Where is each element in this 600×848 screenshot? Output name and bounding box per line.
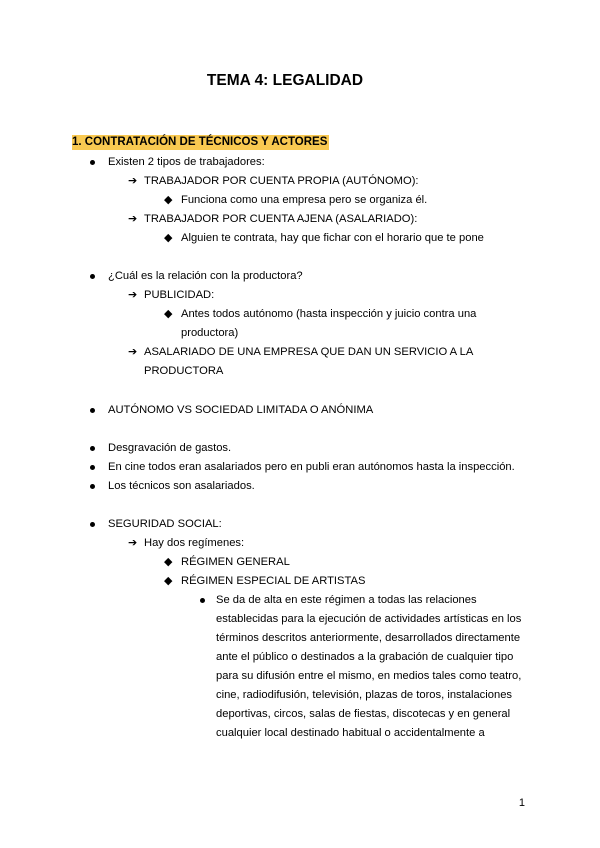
diamond-icon: ◆ bbox=[164, 194, 173, 206]
arrow-icon: ➔ bbox=[128, 175, 138, 187]
bullet-dot-icon bbox=[90, 465, 95, 470]
list-item-continuation: términos descritos anteriormente, desarrollados directamente bbox=[216, 632, 521, 644]
list-item: TRABAJADOR POR CUENTA PROPIA (AUTÓNOMO): bbox=[144, 175, 419, 187]
list-item: PUBLICIDAD: bbox=[144, 289, 215, 301]
list-item-continuation: ante el público o destinados a la grabación de cualquier tipo bbox=[216, 651, 514, 663]
list-item: AUTÓNOMO VS SOCIEDAD LIMITADA O ANÓNIMA bbox=[108, 404, 374, 416]
list-item: RÉGIMEN ESPECIAL DE ARTISTAS bbox=[181, 575, 366, 587]
list-item: TRABAJADOR POR CUENTA AJENA (ASALARIADO): bbox=[144, 213, 418, 225]
list-item: Se da de alta en este régimen a todas las relaciones bbox=[216, 594, 477, 606]
bullet-dot-icon bbox=[90, 408, 95, 413]
arrow-icon: ➔ bbox=[128, 213, 138, 225]
section-heading: 1. CONTRATACIÓN DE TÉCNICOS Y ACTORES bbox=[72, 136, 328, 148]
arrow-icon: ➔ bbox=[128, 346, 138, 358]
list-item: Antes todos autónomo (hasta inspección y juicio contra una bbox=[181, 308, 477, 320]
list-item: RÉGIMEN GENERAL bbox=[181, 556, 290, 568]
bullet-dot-icon bbox=[90, 274, 95, 279]
page-title: TEMA 4: LEGALIDAD bbox=[206, 72, 364, 89]
bullet-dot-icon bbox=[90, 522, 95, 527]
diamond-icon: ◆ bbox=[164, 308, 173, 320]
list-item: Alguien te contrata, hay que fichar con el horario que te pone bbox=[181, 232, 484, 244]
list-item-continuation: cualquier local destinado habitual o accidentalmente a bbox=[216, 727, 485, 739]
list-item: Funciona como una empresa pero se organiza él. bbox=[181, 194, 428, 206]
diamond-icon: ◆ bbox=[164, 556, 173, 568]
page-number: 1 bbox=[518, 797, 525, 809]
list-item-continuation: cine, radiodifusión, televisión, plazas de toros, instalaciones bbox=[216, 689, 513, 701]
arrow-icon: ➔ bbox=[128, 537, 138, 549]
list-item: ¿Cuál es la relación con la productora? bbox=[108, 270, 303, 282]
bullet-dot-icon bbox=[90, 160, 95, 165]
list-item: SEGURIDAD SOCIAL: bbox=[108, 518, 222, 530]
diamond-icon: ◆ bbox=[164, 232, 173, 244]
list-item-continuation: establecidas para la ejecución de actividades artísticas en los bbox=[216, 613, 522, 625]
list-item-continuation: para su difusión entre el mismo, en medios tales como teatro, bbox=[216, 670, 522, 682]
list-item-continuation: deportivas, circos, salas de fiestas, discotecas y en general bbox=[216, 708, 511, 720]
list-item: Los técnicos son asalariados. bbox=[108, 480, 255, 492]
list-item-continuation: PRODUCTORA bbox=[144, 365, 224, 377]
list-item: En cine todos eran asalariados pero en publi eran autónomos hasta la inspección. bbox=[108, 461, 515, 473]
list-item: ASALARIADO DE UNA EMPRESA QUE DAN UN SERVICIO A LA bbox=[144, 346, 474, 358]
bullet-dot-icon bbox=[200, 598, 205, 603]
bullet-dot-icon bbox=[90, 446, 95, 451]
list-item-continuation: productora) bbox=[181, 327, 239, 339]
arrow-icon: ➔ bbox=[128, 289, 138, 301]
bullet-dot-icon bbox=[90, 484, 95, 489]
diamond-icon: ◆ bbox=[164, 575, 173, 587]
list-item: Desgravación de gastos. bbox=[108, 442, 232, 454]
list-item: Hay dos regímenes: bbox=[144, 537, 245, 549]
list-item: Existen 2 tipos de trabajadores: bbox=[108, 156, 265, 168]
